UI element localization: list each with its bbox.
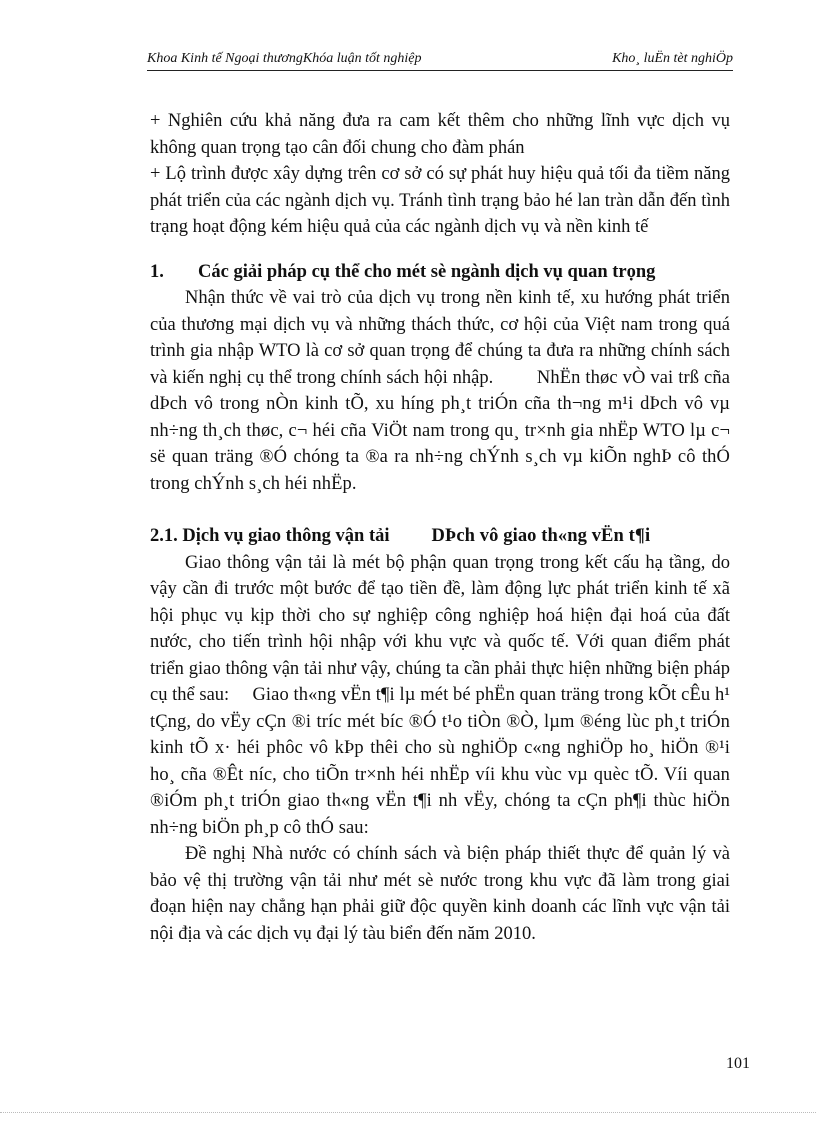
page-header — [147, 48, 733, 71]
section-heading-solutions — [150, 259, 730, 286]
subsection-title-legacy: DÞch vô giao th«ng vËn t¶i — [431, 526, 651, 546]
paragraph-transport-legacy: Giao th«ng vËn t¶i lµ mét bé phËn quan träng trong kÕt cÊu h¹ tÇng, do vËy cÇn ®i tríc mét bíc ®Ó t¹o tiÒn ®Ò, lµm ®éng lùc ph¸t triÓn kinh tÕ x· héi phôc vô kÞp thêi cho sù nghiÖp c«ng nghiÖp ho¸ hiÖn ®¹i ho¸ cña ®Êt níc, cho tiÕn tr×nh héi nhËp víi khu vùc vµ quèc tÕ. Víi quan ®iÓm ph¸t triÓn giao th«ng vËn t¶i nh vËy, chóng ta cÇn ph¶i thùc hiÖn nh÷ng biÖn ph¸p cô thÓ sau: — [150, 685, 730, 838]
paragraph-awareness — [150, 285, 730, 497]
section-number: 1. — [150, 261, 164, 282]
paragraph-transport — [150, 550, 730, 842]
paragraph-roadmap: + Lộ trình được xây dựng trên cơ sở có sự phát huy hiệu quả tối đa tiềm năng phát triển của các ngành dịch vụ. Tránh tình trạng bảo hé lan tràn dẫn đến tình trạng hoạt động kém hiệu quả của các ngành dịch vụ và nền kinh tế — [150, 164, 730, 237]
page-body — [150, 108, 730, 947]
header-right-text: Kho¸ luËn tèt nghiÖp — [612, 51, 733, 66]
subsection-heading-transport — [150, 523, 730, 550]
header-left-text: Khoa Kinh tế Ngoại thươngKhóa luận tốt nghiệp — [147, 51, 422, 66]
section-title: Các giải pháp cụ thể cho mét sè ngành dịch vụ quan trọng — [198, 261, 656, 282]
paragraph-commitments: + Nghiên cứu khả năng đưa ra cam kết thêm cho những lĩnh vực dịch vụ không quan trọng tạo cân đối chung cho đàm phán — [150, 111, 730, 158]
paragraph-proposal: Đề nghị Nhà nước có chính sách và biện pháp thiết thực để quản lý và bảo vệ thị trường vận tải như mét sè nước trong khu vực đã làm trong giai đoạn hiện nay chẳng hạn phải giữ độc quyền kinh doanh các lĩnh vực vận tải nội địa và các dịch vụ đại lý tàu biển đến năm 2010. — [150, 844, 730, 944]
page-number: 101 — [726, 1055, 750, 1072]
subsection-title: 2.1. Dịch vụ giao thông vận tải — [150, 526, 390, 546]
page-bottom-divider — [0, 1112, 816, 1113]
paragraph-awareness-text: Nhận thức về vai trò của dịch vụ trong nền kinh tế, xu hướng phát triển của thương mại dịch vụ và những thách thức, cơ hội của Việt nam trong quá trình gia nhập WTO là cơ sở quan trọng để chúng ta đưa ra những chính sách và kiến nghị cụ thể trong chính sách hội nhập. — [150, 288, 730, 388]
paragraph-awareness-legacy: NhËn thøc vÒ vai trß cña dÞch vô trong nÒn kinh tÕ, xu híng ph¸t triÓn cña th¬ng m¹i dÞch vô vµ nh÷ng th¸ch thøc, c¬ héi cña ViÖt nam trong qu¸ tr×nh gia nhËp WTO lµ c¬ së quan träng ®Ó chóng ta ®a ra nh÷ng chÝnh s¸ch vµ kiÕn nghÞ cô thÓ trong chÝnh s¸ch héi nhËp. — [150, 367, 731, 494]
paragraph-transport-text: Giao thông vận tải là mét bộ phận quan trọng trong kết cấu hạ tầng, do vậy cần đi trước một bước để tạo tiền đề, làm động lực phát triển kinh tế xã hội phục vụ kịp thời cho sự nghiệp công nghiệp hoá hiện đại hoá của đất nước, cho tiến trình hội nhập với khu vực và quốc tế. Với quan điểm phát triển giao thông vận tải như vậy, chúng ta cần phải thực hiện những biện pháp cụ thể sau: — [150, 552, 730, 705]
